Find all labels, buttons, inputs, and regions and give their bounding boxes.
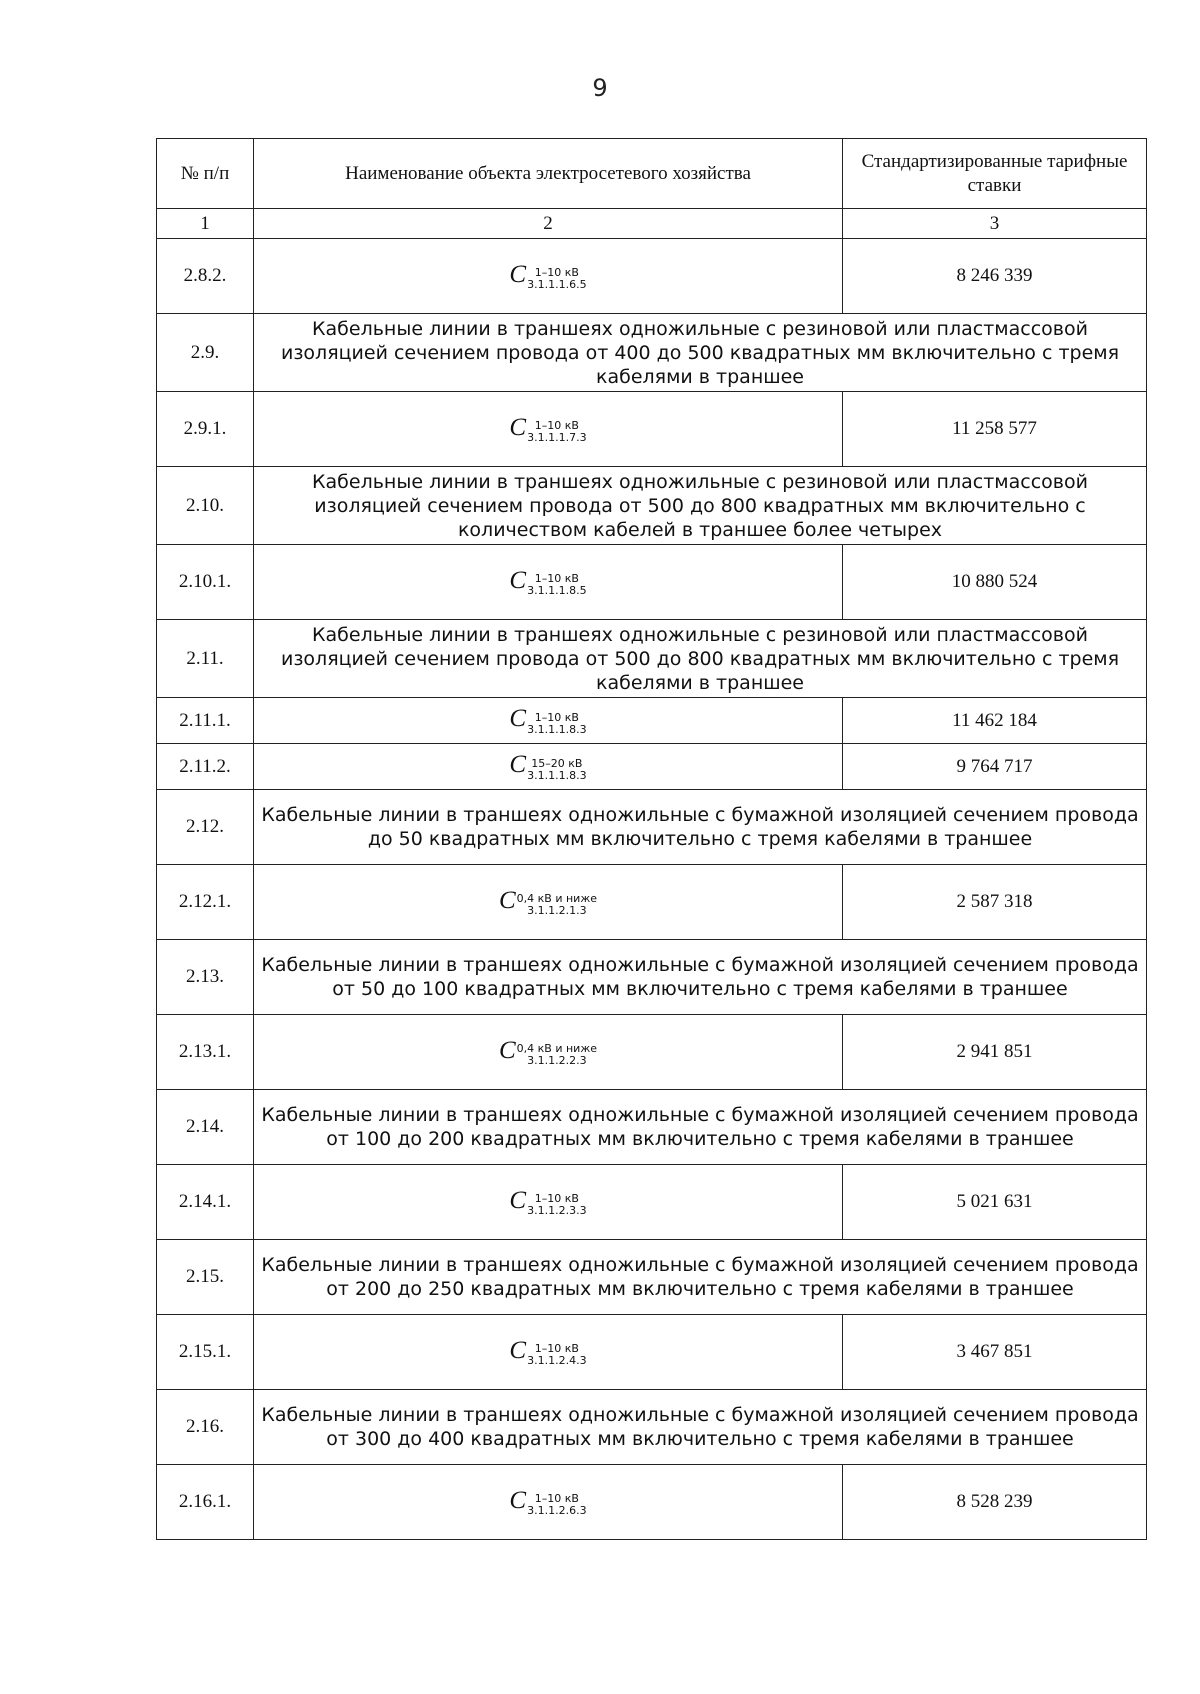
tariff-formula (254, 545, 843, 620)
index-subscript: 3.1.1.1.6.5 (527, 278, 587, 292)
row-number: 2.11.2. (157, 744, 254, 790)
rate-symbol: C (509, 1486, 527, 1514)
category-description: Кабельные линии в траншеях одножильные с бумажной изоляцией сечением провода от 50 до 100 квадратных мм включительно с тремя кабелями в траншее (254, 940, 1147, 1015)
tariff-table (156, 138, 1147, 1540)
category-row (157, 1390, 1147, 1465)
row-number: 2.8.2. (157, 239, 254, 314)
tariff-value: 10 880 524 (843, 545, 1147, 620)
tariff-item-row (157, 1465, 1147, 1540)
column-number-2: 2 (254, 209, 843, 239)
tariff-value: 8 246 339 (843, 239, 1147, 314)
category-row (157, 1240, 1147, 1315)
tariff-value: 5 021 631 (843, 1165, 1147, 1240)
column-number-1: 1 (157, 209, 254, 239)
row-number: 2.14.1. (157, 1165, 254, 1240)
tariff-formula (254, 1315, 843, 1390)
tariff-formula (254, 239, 843, 314)
index-subscript: 3.1.1.1.8.3 (527, 722, 587, 736)
column-numbers-row (157, 209, 1147, 239)
index-subscript: 3.1.1.2.2.3 (527, 1054, 587, 1068)
rate-symbol: C (498, 1036, 516, 1064)
tariff-value: 9 764 717 (843, 744, 1147, 790)
rate-indices (527, 1493, 586, 1517)
tariff-formula (254, 744, 843, 790)
voltage-superscript: 1–10 кВ (534, 1192, 579, 1206)
tariff-formula (254, 392, 843, 467)
index-subscript: 3.1.1.2.6.3 (527, 1504, 587, 1518)
rate-symbol: C (509, 1186, 527, 1214)
index-subscript: 3.1.1.1.8.3 (527, 768, 587, 782)
category-description: Кабельные линии в траншеях одножильные с резиновой или пластмассовой изоляцией сечением провода от 500 до 800 квадратных мм включительно с тремя кабелями в траншее (254, 620, 1147, 698)
row-number: 2.9.1. (157, 392, 254, 467)
row-number: 2.13.1. (157, 1015, 254, 1090)
header-object-name: Наименование объекта электросетевого хозяйства (254, 139, 843, 209)
tariff-item-row (157, 1165, 1147, 1240)
rate-indices (527, 267, 586, 291)
row-number: 2.12.1. (157, 865, 254, 940)
tariff-item-row (157, 392, 1147, 467)
rate-indices (517, 893, 597, 917)
rate-indices (527, 573, 586, 597)
tariff-formula (254, 1165, 843, 1240)
row-number: 2.16. (157, 1390, 254, 1465)
rate-symbol: C (498, 886, 516, 914)
column-number-3: 3 (843, 209, 1147, 239)
row-number: 2.15. (157, 1240, 254, 1315)
voltage-superscript: 15–20 кВ (531, 756, 583, 770)
row-number: 2.11.1. (157, 698, 254, 744)
tariff-item-row (157, 865, 1147, 940)
rate-symbol: C (509, 260, 527, 288)
rate-indices (527, 758, 586, 782)
category-row (157, 467, 1147, 545)
tariff-value: 8 528 239 (843, 1465, 1147, 1540)
category-row (157, 790, 1147, 865)
rate-symbol: C (509, 566, 527, 594)
tariff-formula (254, 698, 843, 744)
rate-symbol: C (509, 705, 527, 733)
voltage-superscript: 1–10 кВ (534, 266, 579, 280)
index-subscript: 3.1.1.2.1.3 (527, 904, 587, 918)
tariff-item-row (157, 1015, 1147, 1090)
voltage-superscript: 1–10 кВ (534, 1342, 579, 1356)
rate-indices (527, 1343, 586, 1367)
row-number: 2.9. (157, 314, 254, 392)
index-subscript: 3.1.1.1.8.5 (527, 584, 587, 598)
category-description: Кабельные линии в траншеях одножильные с бумажной изоляцией сечением провода до 50 квадратных мм включительно с тремя кабелями в траншее (254, 790, 1147, 865)
rate-indices (517, 1043, 597, 1067)
row-number: 2.10.1. (157, 545, 254, 620)
category-description: Кабельные линии в траншеях одножильные с бумажной изоляцией сечением провода от 200 до 250 квадратных мм включительно с тремя кабелями в траншее (254, 1240, 1147, 1315)
category-description: Кабельные линии в траншеях одножильные с бумажной изоляцией сечением провода от 100 до 200 квадратных мм включительно с тремя кабелями в траншее (254, 1090, 1147, 1165)
row-number: 2.10. (157, 467, 254, 545)
tariff-value: 2 941 851 (843, 1015, 1147, 1090)
tariff-item-row (157, 744, 1147, 790)
rate-indices (527, 1193, 586, 1217)
tariff-item-row (157, 239, 1147, 314)
voltage-superscript: 1–10 кВ (534, 1492, 579, 1506)
row-number: 2.12. (157, 790, 254, 865)
table-header-row (157, 139, 1147, 209)
tariff-item-row (157, 698, 1147, 744)
tariff-value: 2 587 318 (843, 865, 1147, 940)
category-row (157, 1090, 1147, 1165)
rate-symbol: C (509, 1336, 527, 1364)
tariff-value: 3 467 851 (843, 1315, 1147, 1390)
voltage-superscript: 0,4 кВ и ниже (516, 892, 598, 906)
rate-indices (527, 712, 586, 736)
tariff-item-row (157, 1315, 1147, 1390)
tariff-item-row (157, 545, 1147, 620)
tariff-table-body (157, 139, 1147, 1540)
row-number: 2.11. (157, 620, 254, 698)
voltage-superscript: 1–10 кВ (534, 419, 579, 433)
index-subscript: 3.1.1.2.4.3 (527, 1354, 587, 1368)
tariff-value: 11 462 184 (843, 698, 1147, 744)
row-number: 2.14. (157, 1090, 254, 1165)
tariff-value: 11 258 577 (843, 392, 1147, 467)
row-number: 2.16.1. (157, 1465, 254, 1540)
rate-symbol: C (509, 413, 527, 441)
category-description: Кабельные линии в траншеях одножильные с бумажной изоляцией сечением провода от 300 до 400 квадратных мм включительно с тремя кабелями в траншее (254, 1390, 1147, 1465)
tariff-formula (254, 1465, 843, 1540)
category-description: Кабельные линии в траншеях одножильные с резиновой или пластмассовой изоляцией сечением провода от 400 до 500 квадратных мм включительно с тремя кабелями в траншее (254, 314, 1147, 392)
category-row (157, 940, 1147, 1015)
tariff-formula (254, 1015, 843, 1090)
page-number: 9 (592, 74, 608, 102)
header-tariff-rates: Стандартизированные тарифные ставки (843, 139, 1147, 209)
voltage-superscript: 1–10 кВ (534, 710, 579, 724)
category-row (157, 314, 1147, 392)
voltage-superscript: 1–10 кВ (534, 572, 579, 586)
category-row (157, 620, 1147, 698)
rate-symbol: C (509, 751, 527, 779)
voltage-superscript: 0,4 кВ и ниже (516, 1042, 598, 1056)
row-number: 2.13. (157, 940, 254, 1015)
category-description: Кабельные линии в траншеях одножильные с резиновой или пластмассовой изоляцией сечением провода от 500 до 800 квадратных мм включительно с количеством кабелей в траншее более четырех (254, 467, 1147, 545)
rate-indices (527, 420, 586, 444)
index-subscript: 3.1.1.2.3.3 (527, 1204, 587, 1218)
header-number: № п/п (157, 139, 254, 209)
index-subscript: 3.1.1.1.7.3 (527, 431, 587, 445)
tariff-formula (254, 865, 843, 940)
row-number: 2.15.1. (157, 1315, 254, 1390)
